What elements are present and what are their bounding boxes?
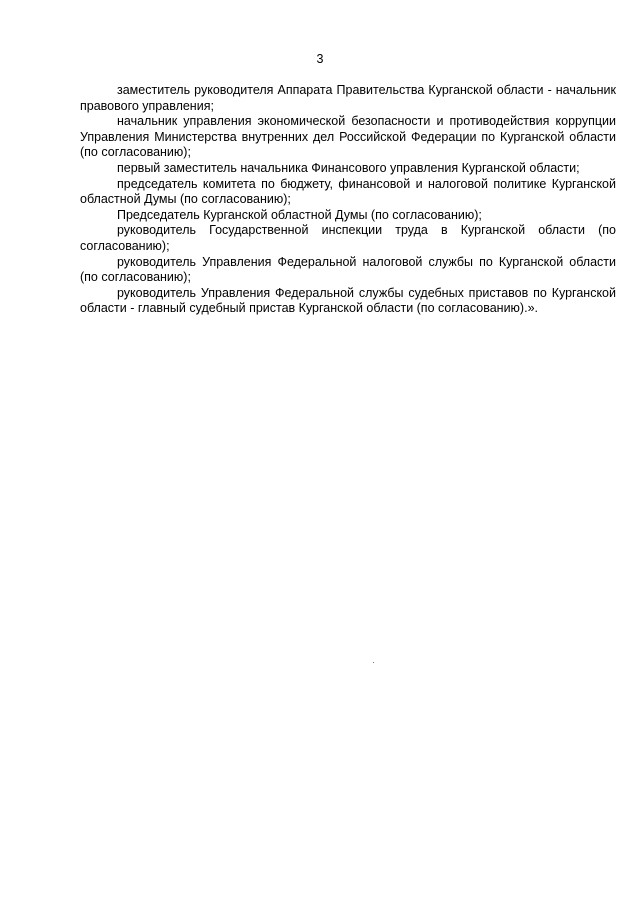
list-item: председатель комитета по бюджету, финансовой и налоговой политике Курганской областной Думы (по согласованию); bbox=[80, 176, 616, 207]
list-item: руководитель Управления Федеральной службы судебных приставов по Курганской области - главный судебный пристав Курганской области (по согласованию).». bbox=[80, 285, 616, 316]
list-item: начальник управления экономической безопасности и противодействия коррупции Управления Министерства внутренних дел Российской Федерации по Курганской области (по согласованию); bbox=[80, 114, 616, 160]
list-item: заместитель руководителя Аппарата Правительства Курганской области - начальник правового управления; bbox=[80, 83, 616, 113]
member-list bbox=[80, 83, 616, 317]
list-item: руководитель Государственной инспекции труда в Курганской области (по согласованию); bbox=[80, 223, 616, 253]
list-item: первый заместитель начальника Финансового управления Курганской области; bbox=[117, 160, 580, 175]
scan-speck bbox=[373, 662, 374, 663]
list-item: руководитель Управления Федеральной налоговой службы по Курганской области (по согласованию); bbox=[80, 254, 616, 285]
list-item: Председатель Курганской областной Думы (по согласованию); bbox=[117, 207, 482, 222]
page-number: 3 bbox=[316, 52, 324, 66]
